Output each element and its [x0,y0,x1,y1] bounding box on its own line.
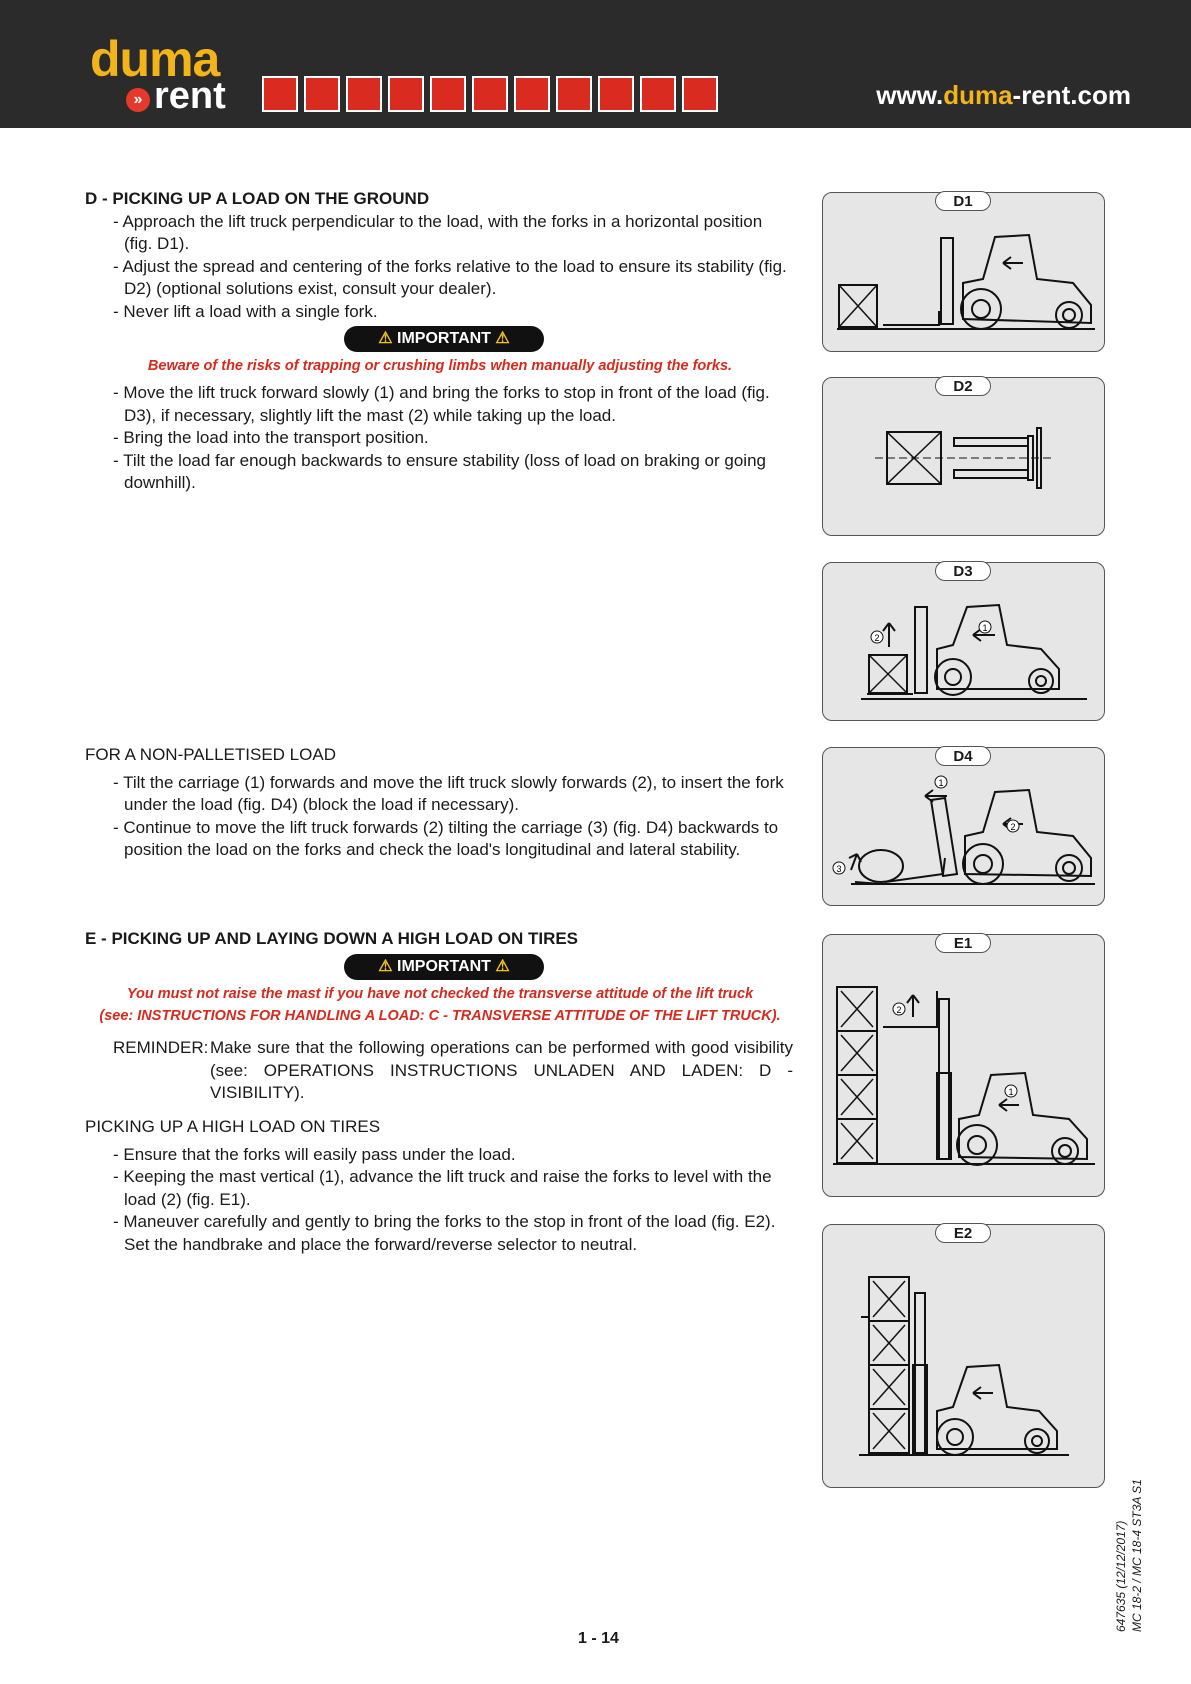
figure-label: E2 [935,1223,991,1243]
document-code [1113,1479,1145,1632]
high-load-heading: PICKING UP A HIGH LOAD ON TIRES [85,1117,381,1136]
marker-2: 2 [1010,822,1016,832]
figure-label: E1 [935,933,991,953]
warning-triangle-icon: ⚠ [378,330,393,347]
website-url[interactable] [876,80,1131,111]
marker-1: 1 [1008,1087,1014,1097]
non-palletised-section [85,744,795,862]
reminder [113,1037,793,1105]
logo-duma: duma [90,31,220,87]
figure-e1-drawing [823,935,1106,1198]
machine-icons-row [262,76,718,112]
warning-text: Beware of the risks of trapping or crushing limbs when manually adjusting the forks. [147,358,733,374]
forklift-icon [304,76,340,112]
document-code-line-1: 647635 (12/12/2017) [1114,1520,1128,1632]
section-d-intro [85,188,795,323]
important-label: IMPORTANT [397,330,491,347]
marker-2: 2 [874,633,880,643]
marker-1: 1 [938,778,944,788]
figure-e2-drawing [823,1225,1106,1489]
figure-d4 [822,747,1105,906]
figure-d1-drawing [823,193,1106,353]
warning-triangle-icon: ⚠ [378,958,393,975]
list-item: - Move the lift truck forward slowly (1) and bring the forks to stop in front of the load (fig. D3), if necessary, slightly lift the mast (2) while taking up the load. [113,383,770,425]
important-label: IMPORTANT [397,958,491,975]
telehandler-icon [598,76,634,112]
list-item: - Bring the load into the transport position. [113,428,429,447]
list-item: - Never lift a load with a single fork. [113,301,378,321]
spider-lift-icon [682,76,718,112]
figure-label: D2 [935,376,991,396]
figure-d2 [822,377,1105,536]
warning-triangle-icon: ⚠ [495,330,510,347]
list-item: - Ensure that the forks will easily pass under the load. [113,1144,516,1164]
list-item: - Approach the lift truck perpendicular to the load, with the forks in a horizontal position (fig. D1). [113,211,763,253]
list-item: - Continue to move the lift truck forwards (2) tilting the carriage (3) (fig. D4) backwards to position the load on the forks and check the load's longitudinal and lateral stability. [113,817,779,859]
loader-icon [430,76,466,112]
reminder-label: REMINDER: [113,1038,209,1057]
excavator-icon [556,76,592,112]
figure-d4-drawing [823,748,1106,907]
warning-line-2: (see: INSTRUCTIONS FOR HANDLING A LOAD: C - TRANSVERSE ATTITUDE OF THE LIFT TRUCK). [99,1008,781,1024]
url-accent: duma [943,80,1013,110]
important-badge [344,326,544,352]
section-d-bullets-2 [85,382,795,495]
figure-label: D4 [935,746,991,766]
pallet-truck-icon [388,76,424,112]
section-d-steps [85,382,795,495]
scissor-lift-icon [346,76,382,112]
marker-1: 1 [982,623,988,633]
logo-arrow-icon: » [126,88,150,112]
logo-rent: rent [154,75,226,117]
crane-truck-icon [514,76,550,112]
non-palletised-heading: FOR A NON-PALLETISED LOAD [85,745,336,764]
figure-d1 [822,192,1105,352]
list-item: - Keeping the mast vertical (1), advance the lift truck and raise the forks to level with the load (2) (fig. E1). [113,1167,772,1209]
high-load-bullets [85,1144,795,1257]
warning-line-1: You must not raise the mast if you have not checked the transverse attitude of the lift truck [126,986,754,1002]
skid-steer-icon [262,76,298,112]
figure-label: D1 [935,191,991,211]
important-badge [344,954,544,980]
figure-label: D3 [935,561,991,581]
section-d-bullets-1 [85,211,795,324]
dumper-icon [472,76,508,112]
reminder-text: Make sure that the following operations can be performed with good visibility (see: OPERATIONS INSTRUCTIONS UNLADEN AND LADEN: D - VISIBILITY). [210,1038,793,1102]
section-d-heading: D - PICKING UP A LOAD ON THE GROUND [85,189,430,208]
marker-2: 2 [896,1005,902,1015]
list-item: - Tilt the carriage (1) forwards and move the lift truck slowly forwards (2), to insert the fork under the load (fig. D4) (block the load if necessary). [113,772,784,814]
list-item: - Tilt the load far enough backwards to ensure stability (loss of load on braking or going downhill). [113,450,766,492]
url-suffix: -rent.com [1012,80,1131,110]
warning-text [85,983,795,1027]
figure-d2-drawing [823,378,1106,537]
figure-e1 [822,934,1105,1197]
warning-triangle-icon: ⚠ [495,958,510,975]
document-code-line-2: MC 18-2 / MC 18-4 ST3A S1 [1130,1479,1144,1632]
marker-3: 3 [836,864,842,874]
section-e-heading-block [85,928,795,951]
figure-e2 [822,1224,1105,1488]
section-e-heading: E - PICKING UP AND LAYING DOWN A HIGH LOAD ON TIRES [85,929,579,948]
figure-d3-drawing [823,563,1106,722]
boom-lift-icon [640,76,676,112]
page-header [0,0,1191,128]
non-palletised-bullets [85,772,795,862]
high-load-section [85,1116,795,1256]
figure-d3 [822,562,1105,721]
list-item: - Maneuver carefully and gently to bring the forks to the stop in front of the load (fig. E2). Set the handbrake and place the forward/reverse selector to neutral. [113,1212,776,1254]
url-prefix: www. [876,80,944,110]
list-item: - Adjust the spread and centering of the forks relative to the load to ensure its stability (fig. D2) (optional solutions exist, consult your dealer). [113,256,787,298]
page-number: 1 - 14 [578,1630,619,1647]
